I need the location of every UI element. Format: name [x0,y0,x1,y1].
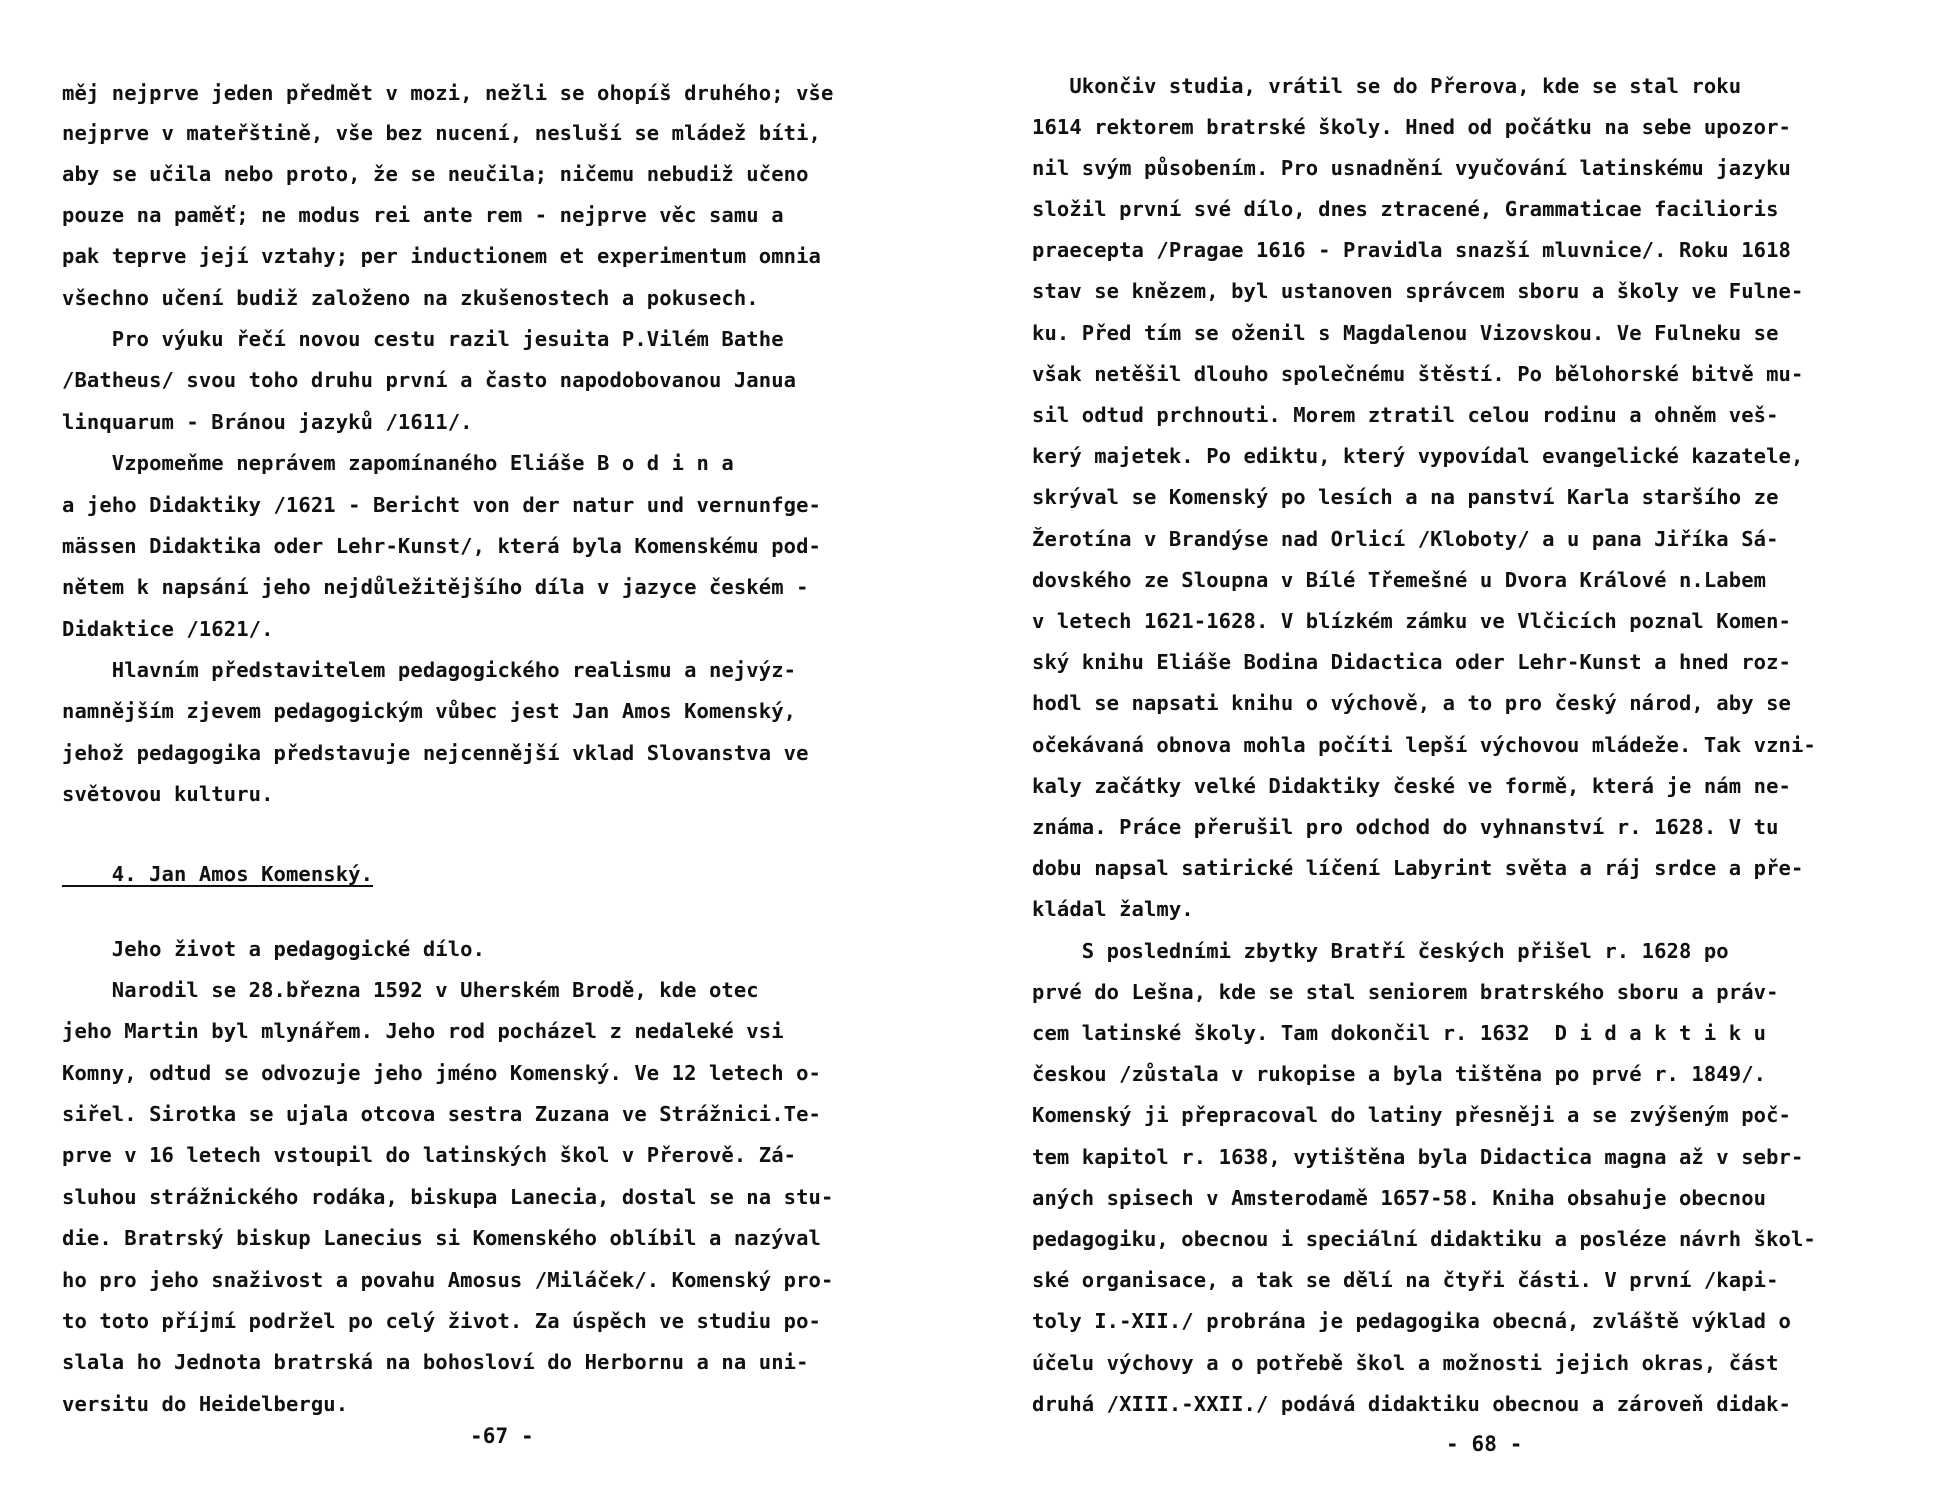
text-line: pak teprve její vztahy; per inductionem et experimentum omnia [62,244,821,268]
text-line: praecepta /Pragae 1616 - Pravidla snazší mluvnice/. Roku 1618 [1032,238,1791,262]
text-line: druhá /XIII.-XXII./ podává didaktiku obecnou a zároveň didak- [1032,1392,1791,1416]
text-line: ský knihu Eliáše Bodina Didactica oder Lehr-Kunst a hned roz- [1032,650,1791,674]
text-line: Vzpomeňme neprávem zapomínaného Eliáše B o d i n a [62,451,734,475]
text-line: a jeho Didaktiky /1621 - Bericht von der natur und vernunfge- [62,493,821,517]
text-line: světovou kulturu. [62,782,274,806]
text-line: ho pro jeho snaživost a povahu Amosus /Miláček/. Komenský pro- [62,1268,834,1292]
text-line: prvé do Lešna, kde se stal seniorem bratrského sboru a práv- [1032,980,1779,1004]
right-page-text [990,0,1942,1500]
text-line: známa. Práce přerušil pro odchod do vyhnanství r. 1628. V tu [1032,815,1779,839]
text-line: dovského ze Sloupna v Bílé Třemešné u Dvora Králové n.Labem [1032,568,1767,592]
text-line: nejprve v mateřštině, vše bez nucení, nesluší se mládež bíti, [62,121,821,145]
text-line: Ukončiv studia, vrátil se do Přerova, kde se stal roku [1032,74,1742,98]
text-line: versitu do Heidelbergu. [62,1392,349,1416]
page-number: -67 - [470,1424,534,1448]
text-line: ské organisace, a tak se dělí na čtyři části. V první /kapi- [1032,1268,1779,1292]
text-line: linquarum - Bránou jazyků /1611/. [62,410,473,434]
text-line: kaly začátky velké Didaktiky české ve formě, která je nám ne- [1032,774,1791,798]
text-line: složil první své dílo, dnes ztracené, Grammaticae facilioris [1032,197,1779,221]
text-line: aných spisech v Amsterodamě 1657-58. Kniha obsahuje obecnou [1032,1186,1767,1210]
text-line: Didaktice /1621/. [62,617,274,641]
text-line: hodl se napsati knihu o výchově, a to pro český národ, aby se [1032,691,1791,715]
text-line: pedagogiku, obecnou i speciální didaktiku a posléze návrh škol- [1032,1227,1816,1251]
page-number: - 68 - [1446,1432,1523,1456]
text-line: toly I.-XII./ probrána je pedagogika obecná, zvláště výklad o [1032,1309,1791,1333]
text-line: Žerotína v Brandýse nad Orlicí /Kloboty/ a u pana Jiříka Sá- [1032,527,1779,551]
right-page [990,0,1942,1500]
text-line: sil odtud prchnouti. Morem ztratil celou rodinu a ohněm veš- [1032,403,1779,427]
text-line: stav se knězem, byl ustanoven správcem sboru a školy ve Fulne- [1032,279,1804,303]
text-line: Pro výuku řečí novou cestu razil jesuita P.Vilém Bathe [62,327,784,351]
section-heading: 4. Jan Amos Komenský. [62,862,374,886]
text-line: Narodil se 28.března 1592 v Uherském Brodě, kde otec [62,978,759,1002]
text-line: 1614 rektorem bratrské školy. Hned od počátku na sebe upozor- [1032,115,1791,139]
text-line: Hlavním představitelem pedagogického realismu a nejvýz- [62,658,797,682]
text-line: aby se učila nebo proto, že se neučila; ničemu nebudiž učeno [62,162,809,186]
text-line: sluhou strážnického rodáka, biskupa Lanecia, dostal se na stu- [62,1185,834,1209]
text-line: dobu napsal satirické líčení Labyrint světa a ráj srdce a pře- [1032,856,1804,880]
text-line: kládal žalmy. [1032,897,1194,921]
text-line: ku. Před tím se oženil s Magdalenou Vizovskou. Ve Fulneku se [1032,321,1779,345]
text-line: skrýval se Komenský po lesích a na panství Karla staršího ze [1032,485,1779,509]
text-line: v letech 1621-1628. V blízkém zámku ve Vlčicích poznal Komen- [1032,609,1791,633]
left-page-text [0,0,960,1500]
text-line: mässen Didaktika oder Lehr-Kunst/, která byla Komenskému pod- [62,534,821,558]
text-line: prve v 16 letech vstoupil do latinských škol v Přerově. Zá- [62,1143,797,1167]
text-line: Komny, odtud se odvozuje jeho jméno Komenský. Ve 12 letech o- [62,1061,821,1085]
text-line: Komenský ji přepracoval do latiny přesněji a se zvýšeným poč- [1032,1103,1791,1127]
text-line: jehož pedagogika představuje nejcennější vklad Slovanstva ve [62,741,809,765]
text-line: kerý majetek. Po ediktu, který vypovídal evangelické kazatele, [1032,444,1804,468]
text-line: však netěšil dlouho společnému štěstí. Po bělohorské bitvě mu- [1032,362,1804,386]
text-line: nil svým působením. Pro usnadnění vyučování latinskému jazyku [1032,156,1791,180]
text-line: účelu výchovy a o potřebě škol a možnosti jejich okras, část [1032,1351,1779,1375]
text-line: namnějším zjevem pedagogickým vůbec jest Jan Amos Komenský, [62,699,797,723]
text-line: jeho Martin byl mlynářem. Jeho rod pocházel z nedaleké vsi [62,1019,784,1043]
text-line: českou /zůstala v rukopise a byla tištěna po prvé r. 1849/. [1032,1062,1767,1086]
left-page [0,0,960,1500]
text-line: všechno učení budiž založeno na zkušenostech a pokusech. [62,286,759,310]
text-line: siřel. Sirotka se ujala otcova sestra Zuzana ve Strážnici.Te- [62,1102,821,1126]
text-line: slala ho Jednota bratrská na bohosloví do Herbornu a na uni- [62,1350,809,1374]
text-line: tem kapitol r. 1638, vytištěna byla Didactica magna až v sebr- [1032,1145,1804,1169]
text-line: nětem k napsání jeho nejdůležitějšího díla v jazyce českém - [62,575,809,599]
text-line: /Batheus/ svou toho druhu první a často napodobovanou Janua [62,368,797,392]
text-line: die. Bratrský biskup Lanecius si Komenského oblíbil a nazýval [62,1226,821,1250]
section-subheading: Jeho život a pedagogické dílo. [62,937,486,961]
text-line: cem latinské školy. Tam dokončil r. 1632 D i d a k t i k u [1032,1021,1767,1045]
text-line: měj nejprve jeden předmět v mozi, nežli se ohopíš druhého; vše [62,81,834,105]
text-line: S posledními zbytky Bratří českých přišel r. 1628 po [1032,939,1729,963]
text-line: očekávaná obnova mohla počíti lepší výchovou mládeže. Tak vzni- [1032,733,1816,757]
text-line: to toto příjmí podržel po celý život. Za úspěch ve studiu po- [62,1309,821,1333]
text-line: pouze na paměť; ne modus rei ante rem - nejprve věc samu a [62,203,784,227]
